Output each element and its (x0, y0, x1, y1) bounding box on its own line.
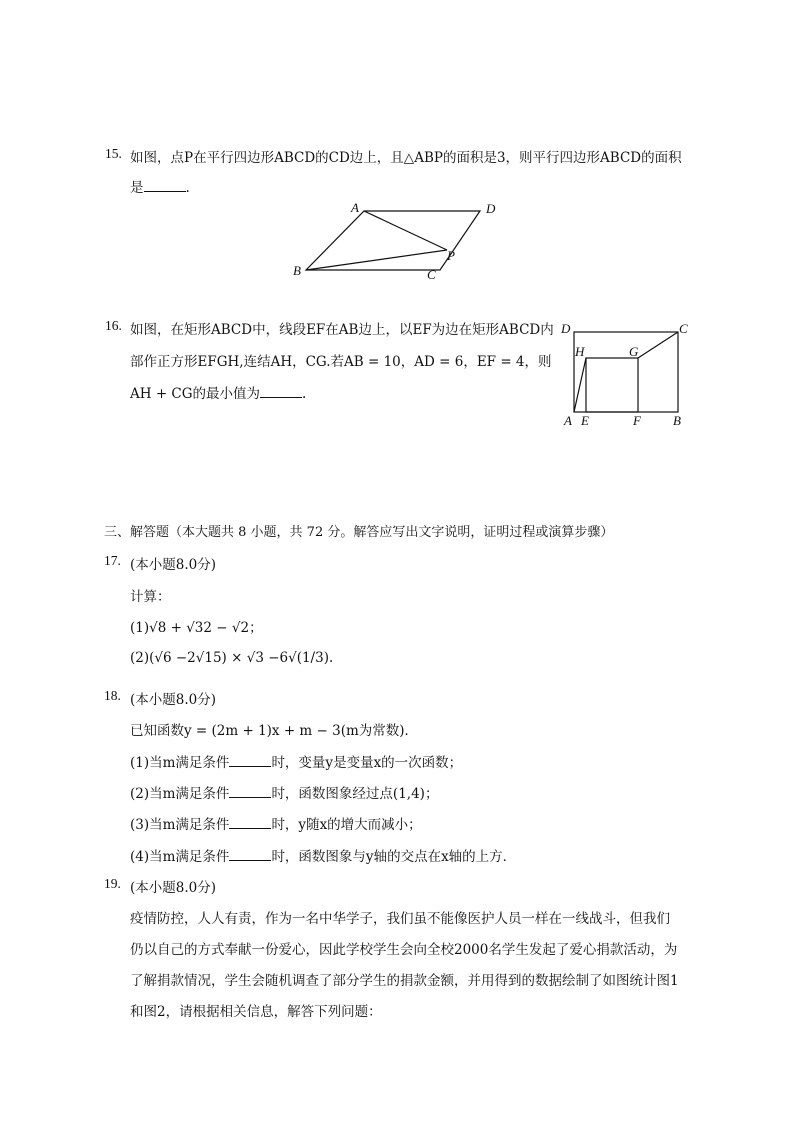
label-c: C (679, 321, 688, 336)
q15-line1: 如图，点P在平行四边形ABCD的CD边上，且△ABP的面积是3，则平行四边形ABCD的面积 (130, 150, 682, 166)
q19-line: 和图2，请根据相关信息，解答下列问题： (130, 1004, 382, 1020)
q16-rectangle-figure (558, 318, 698, 430)
q18-item-prefix: (1)当m满足条件 (130, 755, 230, 771)
label-c: C (427, 267, 436, 282)
q18-answer-blank (229, 848, 271, 861)
q17-number: 17. (104, 553, 121, 568)
rectangle-abcd (574, 332, 678, 412)
q15-line2-suffix: . (185, 180, 190, 196)
q15-answer-blank (144, 179, 186, 192)
q18-item-4 (130, 845, 516, 865)
q16-line3 (130, 382, 306, 402)
label-d: D (561, 321, 571, 336)
label-g: G (629, 344, 639, 359)
q18-item-prefix: (4)当m满足条件 (130, 849, 230, 865)
q18-intro: 已知函数y = (2m + 1)x + m − 3(m为常数)． (130, 723, 419, 739)
q17-item1: (1)√8 + √32 − √2； (130, 620, 263, 636)
q15-line2 (130, 176, 190, 196)
q18-answer-blank (229, 816, 271, 829)
q18-item-suffix: 时，函数图象与y轴的交点在x轴的上方． (271, 849, 517, 865)
q16-line1: 如图，在矩形ABCD中，线段EF在AB边上，以EF为边在矩形ABCD内 (130, 322, 554, 338)
q18-item-prefix: (3)当m满足条件 (130, 817, 230, 833)
q19-score: (本小题8.0分) (130, 880, 217, 896)
q18-item-prefix: (2)当m满足条件 (130, 786, 230, 802)
q19-line: 了解捐款情况，学生会随机调查了部分学生的捐款金额，并用得到的数据绘制了如图统计图1 (130, 973, 679, 989)
label-p: P (447, 248, 455, 263)
segment-ap (364, 211, 447, 250)
label-b: B (293, 263, 301, 278)
label-b: B (673, 413, 681, 428)
q16-answer-blank (260, 385, 302, 398)
q18-answer-blank (229, 754, 271, 767)
label-d: D (486, 201, 496, 216)
label-h: H (575, 344, 585, 359)
label-e: E (581, 413, 589, 428)
q17-intro: 计算： (130, 589, 171, 605)
label-a: A (351, 200, 359, 215)
section3-title: 三、解答题（本大题共 8 小题，共 72 分。解答应写出文字说明，证明过程或演算步骤） (104, 525, 614, 540)
segment-ah (574, 358, 586, 412)
q16-number: 16. (105, 318, 122, 333)
q19-line: 仍以自己的方式奉献一份爱心，因此学校学生会向全校2000名学生发起了爱心捐款活动，为 (130, 942, 678, 958)
q16-line3-suffix: . (302, 386, 307, 402)
q16-line2: 部作正方形EFGH,连结AH，CG.若AB = 10，AD = 6，EF = 4，则 (130, 354, 552, 370)
q18-item-2 (130, 782, 438, 802)
q18-item-suffix: 时，y随x的增大而减小； (271, 817, 422, 833)
q19-number: 19. (104, 876, 121, 891)
q17-item2: (2)(√6 −2√15) × √3 −6√(1/3). (130, 650, 334, 666)
q18-answer-blank (229, 785, 271, 798)
q15-number: 15. (105, 146, 122, 161)
q15-parallelogram-figure (290, 196, 510, 286)
segment-cg (638, 332, 678, 358)
q18-number: 18. (104, 688, 121, 703)
q18-item-3 (130, 813, 422, 833)
q18-item-suffix: 时，函数图象经过点(1,4)； (271, 786, 439, 802)
q19-line: 疫情防控，人人有责，作为一名中华学子，我们虽不能像医护人员一样在一线战斗，但我们 (130, 911, 670, 927)
q18-score: (本小题8.0分) (130, 692, 217, 708)
q15-line2-prefix: 是 (130, 180, 144, 196)
q18-item-suffix: 时，变量y是变量x的一次函数； (271, 755, 463, 771)
q16-line3-prefix: AH + CG的最小值为 (130, 386, 261, 402)
q17-score: (本小题8.0分) (130, 557, 217, 573)
label-a: A (564, 413, 572, 428)
label-f: F (633, 413, 641, 428)
q18-item-1 (130, 751, 462, 771)
square-efgh (586, 358, 638, 412)
segment-bp (306, 250, 447, 270)
